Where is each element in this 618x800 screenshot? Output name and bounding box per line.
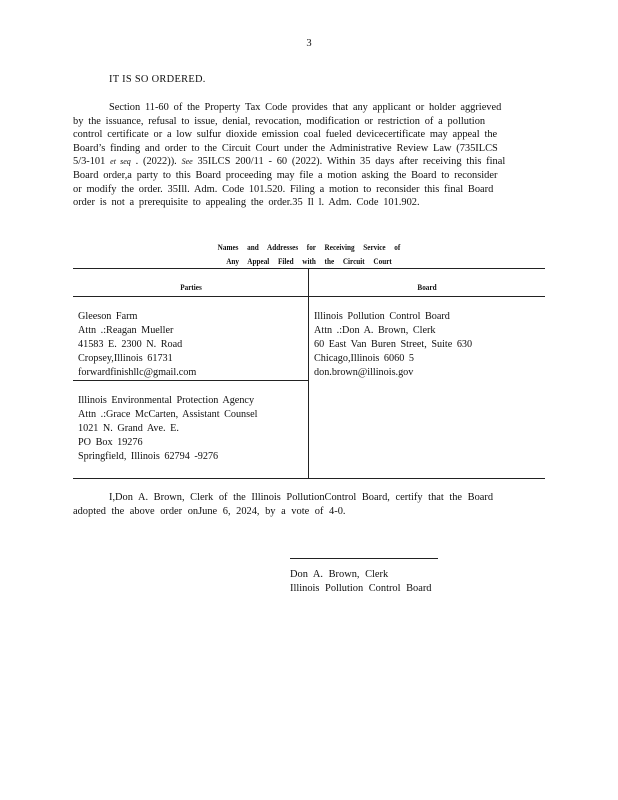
certification-line: I,Don A. Brown, Clerk of the Illinois PollutionControl Board, certify that the Board [109,492,494,503]
table-bottom-border [73,478,545,479]
address-line: Attn .:Don A. Brown, Clerk [314,325,436,336]
paragraph-line: Board order,a party to this Board proceeding may file a motion asking the Board to reconsider [73,169,498,181]
address-line: 41583 E. 2300 N. Road [78,339,183,350]
table-top-border [73,268,545,269]
address-line: PO Box 19276 [78,437,143,448]
party-address-iepa [78,394,257,464]
board-address [314,310,472,380]
signature-block [290,568,432,596]
paragraph-line: order is not a prerequisite to appealing the order.35 Il l. Adm. Code 101.902. [73,197,420,209]
service-heading-line: Any Appeal Filed with the Circuit Court [226,256,392,266]
email-address: don.brown@illinois.gov [314,367,414,378]
address-line: Attn .:Reagan Mueller [78,325,174,336]
citation-text: 35ILCS 200/11 - 60 (2022). Within 35 days after receiving this final [197,156,506,168]
party-address-gleeson-farm [78,310,196,380]
signer-organization: Illinois Pollution Control Board [290,583,432,594]
paragraph-line [73,155,531,169]
et-seq-text: et seq [110,157,131,167]
parties-column-header: Parties [180,283,202,292]
paragraph-line: by the issuance, refusal to issue, denial, revocation, modification or restriction of a pollution [73,115,486,127]
citation-text: . (2022)). [135,156,177,168]
address-line: 1021 N. Grand Ave. E. [78,423,179,434]
signer-name: Don A. Brown, Clerk [290,569,389,580]
paragraph-line: Section 11-60 of the Property Tax Code provides that any applicant or holder aggrieved [109,102,502,113]
citation-text: 5/3-101 [73,156,106,168]
address-line: Chicago,Illinois 6060 5 [314,353,414,364]
appeal-rights-paragraph [73,101,531,210]
certification-paragraph [73,491,543,519]
certification-line: adopted the above order onJune 6, 2024, by a vote of 4-0. [73,506,346,517]
address-line: 60 East Van Buren Street, Suite 630 [314,339,473,350]
service-heading [106,241,512,269]
email-address: forwardfinishllc@gmail.com [78,367,197,378]
paragraph-line: Board’s finding and order to the Circuit Court under the Administrative Review Law (735ILCS [73,142,498,154]
address-line: Illinois Pollution Control Board [314,311,450,322]
paragraph-line: or modify the order. 35Ill. Adm. Code 101.520. Filing a motion to reconsider this final Board [73,183,494,195]
address-line: Gleeson Farm [78,311,138,322]
see-signal: See [181,157,193,167]
signature-line [290,558,438,559]
page-number: 3 [306,38,312,49]
paragraph-line: control certificate or a low sulfur dioxide emission coal fueled devicecertificate may appeal the [73,129,498,141]
address-line: Cropsey,Illinois 61731 [78,353,173,364]
service-heading-line: Names and Addresses for Receiving Service of [217,243,401,252]
order-statement: IT IS SO ORDERED. [109,74,206,85]
address-line: Illinois Environmental Protection Agency [78,395,255,406]
party-divider [73,380,309,381]
address-line: Attn .:Grace McCarten, Assistant Counsel [78,409,258,420]
table-header-border [73,296,545,297]
table-column-divider [308,268,309,478]
address-line: Springfield, Illinois 62794 -9276 [78,451,219,462]
board-column-header: Board [417,283,437,292]
